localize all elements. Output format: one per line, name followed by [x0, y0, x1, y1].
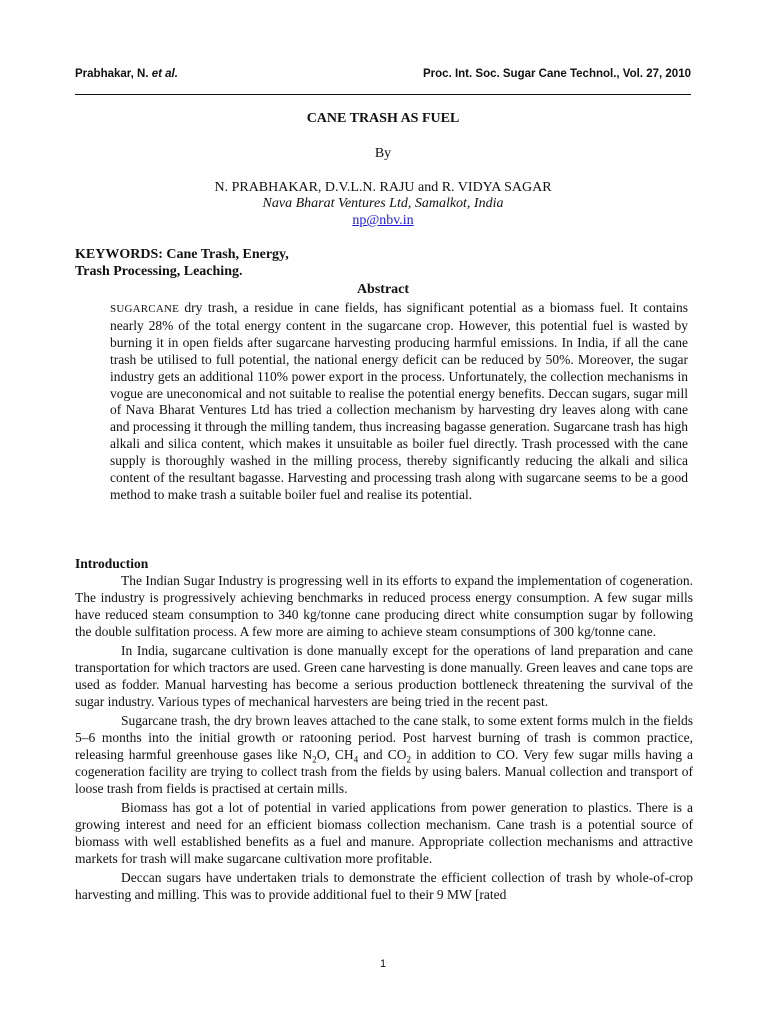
- by-line: By: [374, 146, 392, 161]
- intro-paragraph-4: Biomass has got a lot of potential in varied applications from power generation to plastics. There is a growing interest and need for an efficient biomass collection mechanism. Cane trash is a potential source of biomass with well established benefits as a fuel and manure. Appropriate collection mechanisms and attractive markets for trash will make sugarcane cultivation more profitable.: [75, 800, 693, 866]
- introduction-heading: Introduction: [75, 556, 149, 571]
- keywords-line-2: Trash Processing, Leaching.: [75, 264, 243, 279]
- affiliation: Nava Bharat Ventures Ltd, Samalkot, India: [262, 196, 504, 211]
- header-rule: [75, 94, 691, 95]
- intro-paragraph-2: In India, sugarcane cultivation is done manually except for the operations of land preparation and cane transportation for which tractors are used. Green cane harvesting is done manually. Green leaves and cane tops are used as fodder. Manual harvesting has become a serious production bottleneck threatening the survival of the sugar industry. Various types of mechanical harvesters are being tried in the recent past.: [75, 643, 694, 709]
- abstract-body: dry trash, a residue in cane fields, has significant potential as a biomass fuel. It contains nearly 28% of the total energy content in the sugarcane crop. However, this potential fuel is wasted by burning it in open fields after sugarcane harvesting producing harmful emissions. In India, if all the cane trash be utilised to full potential, the national energy deficit can be reduced by 50%. Moreover, the sugar industry gets an additional 110% power export in the process. Unfortunately, the collection mechanisms in vogue are uneconomical and not suitable to realise the potential energy benefits. Deccan sugars, sugar mill of Nava Bharat Ventures Ltd has tried a collection mechanism by harvesting dry leaves along with cane and processing it through the milling tandem, thus increasing bagasse generation. Sugarcane trash has high alkali and silica content, which makes it unsuitable as boiler fuel directly. Trash processed with the cane supply is thoroughly washed in the milling process, thereby significantly reducing the alkali and silica content of the resultant bagasse. Harvesting and processing trash along with sugarcane seems to be a good method to make trash a suitable boiler fuel and realise its potential.: [110, 300, 688, 502]
- header-author: Prabhakar, N. et al.: [75, 68, 178, 80]
- abstract-heading: Abstract: [356, 282, 410, 297]
- header-journal: Proc. Int. Soc. Sugar Cane Technol., Vol. 27, 2010: [423, 68, 691, 80]
- paper-title: CANE TRASH AS FUEL: [306, 111, 460, 126]
- intro-paragraph-3: Sugarcane trash, the dry brown leaves attached to the cane stalk, to some extent forms mulch in the fields 5–6 months into the initial growth or ratooning period. Post harvest burning of trash is common practice, releasing harmful greenhouse gases like $N_2O$, $CH_4$ and $CO_2$ in addition to CO. Very few sugar mills having a cogeneration facility are trying to collect trash from the fields by using balers. Manual collection and transport of loose trash from fields is practised at certain mills.: [75, 713, 693, 796]
- running-header: [75, 68, 691, 84]
- keywords-line-1: KEYWORDS: Cane Trash, Energy,: [75, 247, 289, 262]
- page-number: 1: [379, 958, 387, 970]
- introduction-body: [75, 573, 693, 907]
- email-line: [75, 213, 691, 229]
- abstract-lead-caps: SUGARCANE: [110, 303, 180, 315]
- email-link[interactable]: np@nbv.in: [352, 213, 414, 228]
- author-list: N. PRABHAKAR, D.V.L.N. RAJU and R. VIDYA SAGAR: [214, 180, 552, 195]
- keywords: [75, 246, 289, 280]
- intro-paragraph-1: The Indian Sugar Industry is progressing well in its efforts to expand the implementation of cogeneration. The industry is progressively achieving benchmarks in reduced process energy consumption. A few sugar mills have reduced steam consumption to 340 kg/tonne cane producing direct white consumption sugar by following the double sulfitation process. A few more are aiming to achieve steam consumptions of 300 kg/tonne cane.: [75, 573, 693, 639]
- intro-paragraph-5: Deccan sugars have undertaken trials to demonstrate the efficient collection of trash by whole-of-crop harvesting and milling. This was to provide additional fuel to their 9 MW [rated: [75, 870, 693, 903]
- abstract-text: [110, 300, 688, 504]
